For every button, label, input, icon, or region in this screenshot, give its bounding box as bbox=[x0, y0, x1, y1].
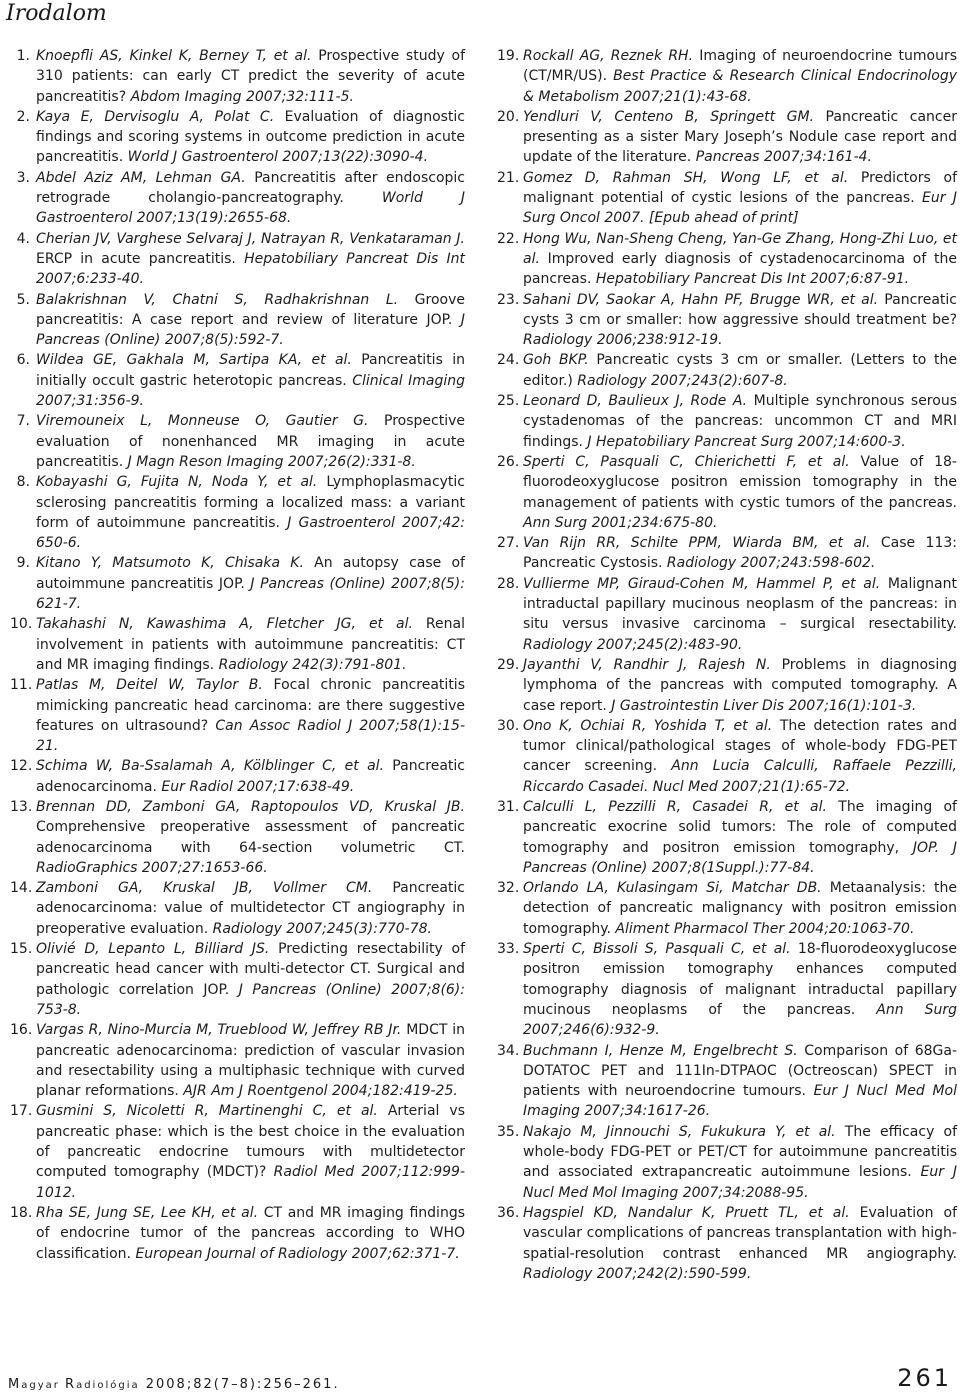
reference-number: 2. bbox=[16, 108, 30, 125]
journal-rest-2: adiológia bbox=[76, 1380, 140, 1391]
reference-authors: Brennan DD, Zamboni GA, Raptopoulos VD, Kruskal JB. bbox=[36, 798, 465, 815]
reference-authors: Jayanthi V, Randhir J, Rajesh N. bbox=[523, 656, 771, 673]
reference-text bbox=[30, 878, 465, 939]
reference-title: Pancreatitis in initially occult gastric heterotopic pancreas. bbox=[36, 352, 465, 389]
reference-number: 29. bbox=[497, 656, 520, 673]
reference-title: Comprehensive preoperative assessment of pancreatic adenocarcinoma with 64-section volumetric CT. bbox=[36, 819, 465, 856]
reference-title: Renal involvement in patients with autoimmune pancreatitis: CT and MR imaging findings. bbox=[36, 616, 465, 673]
reference-item bbox=[10, 168, 465, 229]
reference-text bbox=[30, 350, 465, 411]
reference-number: 32. bbox=[497, 880, 520, 897]
reference-title: Prospective study of 310 patients: can early CT predict the severity of acute pancreatitis? bbox=[36, 48, 465, 105]
reference-number: 34. bbox=[497, 1042, 520, 1059]
reference-source: Radiology 242(3):791-801. bbox=[214, 656, 407, 673]
reference-source: Radiology 2007;243(2):607-8. bbox=[572, 372, 788, 389]
reference-authors: Goh BKP. bbox=[523, 352, 589, 369]
journal-footer bbox=[8, 1377, 340, 1392]
reference-title: Evaluation of diagnostic findings and scoring systems in outcome prediction in acute pancreatitis. bbox=[36, 108, 465, 166]
reference-number: 7. bbox=[16, 413, 30, 430]
reference-item bbox=[497, 716, 957, 797]
reference-source: World J Gastroenterol 2007;13(19):2655-68. bbox=[36, 190, 465, 227]
reference-authors: Orlando LA, Kulasingam Si, Matchar DB. bbox=[523, 880, 822, 897]
reference-source: Ann Surg 2007;246(6):932-9. bbox=[523, 1001, 957, 1039]
reference-source: JOP. J Pancreas (Online) 2007;8(1Suppl.):77-84. bbox=[523, 839, 957, 876]
reference-number: 17. bbox=[10, 1103, 33, 1120]
reference-source: Hepatobiliary Pancreat Dis Int 2007;6:87-91. bbox=[591, 271, 910, 288]
reference-authors: Kitano Y, Matsumoto K, Chisaka K. bbox=[36, 555, 304, 572]
reference-text bbox=[517, 716, 957, 797]
references-right-column bbox=[497, 46, 957, 1284]
reference-source: J Gastroenterol 2007;42: 650-6. bbox=[36, 514, 465, 552]
reference-title: Value of 18-fluorodeoxyglucose positron emission tomography in the management of patients with cystic tumors of the pancreas. bbox=[523, 453, 957, 511]
reference-title: Pancreatic cysts 3 cm or smaller. (Letters to the editor.) bbox=[523, 352, 957, 389]
reference-source: J Gastrointestin Liver Dis 2007;16(1):101-3. bbox=[606, 697, 917, 714]
reference-text bbox=[30, 1203, 465, 1264]
page-number: 261 bbox=[897, 1364, 952, 1392]
reference-item bbox=[10, 939, 465, 1020]
reference-title: Improved early diagnosis of cystadenocarcinoma of the pancreas. bbox=[523, 250, 957, 288]
reference-item bbox=[10, 756, 465, 797]
reference-item bbox=[10, 229, 465, 290]
reference-number: 28. bbox=[497, 575, 520, 592]
reference-text bbox=[30, 553, 465, 614]
reference-source: AJR Am J Roentgenol 2004;182:419-25. bbox=[178, 1083, 458, 1100]
reference-title: Malignant intraductal papillary mucinous neoplasm of the pancreas: in situ versus invasive carcinoma – surgical resectability. bbox=[523, 575, 957, 633]
reference-title: Evaluation of vascular complications of pancreas transplantation with high-spatial-resolution contrast enhanced MR angiography. bbox=[523, 1204, 957, 1262]
reference-item bbox=[10, 107, 465, 168]
reference-number: 5. bbox=[16, 291, 30, 308]
reference-text bbox=[517, 107, 957, 168]
reference-item bbox=[10, 1203, 465, 1264]
reference-source: Eur J Surg Oncol 2007. [Epub ahead of print] bbox=[523, 190, 957, 227]
reference-authors: Vargas R, Nino-Murcia M, Trueblood W, Jeffrey RB Jr. bbox=[36, 1022, 402, 1039]
reference-item bbox=[497, 229, 957, 290]
reference-authors: Vullierme MP, Giraud-Cohen M, Hammel P, et al. bbox=[523, 575, 881, 592]
reference-text bbox=[30, 1101, 465, 1202]
reference-text bbox=[30, 756, 465, 797]
reference-text bbox=[517, 1122, 957, 1203]
reference-source: Can Assoc Radiol J 2007;58(1):15-21. bbox=[36, 717, 466, 755]
reference-title: Pancreatic cancer presenting as a sister Mary Joseph’s Nodule case report and update of the literature. bbox=[523, 108, 958, 166]
reference-authors: Kobayashi G, Fujita N, Noda Y, et al. bbox=[36, 474, 318, 491]
reference-title: Predicting resectability of pancreatic head cancer with multi-detector CT. Surgical and pathologic correlation JOP. bbox=[36, 941, 465, 998]
reference-item bbox=[497, 797, 957, 878]
reference-source: European Journal of Radiology 2007;62:371-7. bbox=[131, 1245, 460, 1262]
reference-authors: Zamboni GA, Kruskal JB, Vollmer CM. bbox=[36, 880, 373, 897]
reference-authors: Kaya E, Dervisoglu A, Polat C. bbox=[36, 108, 275, 125]
reference-authors: Van Rijn RR, Schilte PPM, Wiarda BM, et al. bbox=[523, 535, 871, 552]
reference-source: J Hepatobiliary Pancreat Surg 2007;14:600-3. bbox=[582, 433, 906, 450]
reference-source: Eur J Nucl Med Mol Imaging 2007;34:1617-26. bbox=[523, 1083, 957, 1120]
reference-item bbox=[10, 472, 465, 553]
journal-rest-1: agyar bbox=[21, 1380, 66, 1391]
reference-number: 24. bbox=[497, 352, 520, 369]
reference-title: Imaging of neuroendocrine tumours (CT/MR/US). bbox=[523, 48, 958, 85]
reference-text bbox=[517, 533, 957, 574]
reference-authors: Sperti C, Pasquali C, Chierichetti F, et al. bbox=[523, 453, 850, 470]
reference-item bbox=[497, 391, 957, 452]
reference-item bbox=[497, 655, 957, 716]
reference-text bbox=[517, 655, 957, 716]
reference-authors: Patlas M, Deitel W, Taylor B. bbox=[36, 677, 263, 694]
reference-item bbox=[497, 452, 957, 533]
reference-source: Eur Radiol 2007;17:638-49. bbox=[156, 778, 355, 795]
reference-item bbox=[497, 46, 957, 107]
reference-text bbox=[517, 1041, 957, 1122]
reference-title: Multiple synchronous serous cystadenomas of the pancreas: uncommon CT and MRI findings. bbox=[523, 393, 957, 450]
reference-authors: Abdel Aziz AM, Lehman GA. bbox=[36, 169, 246, 186]
page-title: Irodalom bbox=[6, 1, 107, 26]
reference-title: Pancreatic cysts 3 cm or smaller: how aggressive should treatment be? bbox=[523, 291, 957, 328]
reference-number: 20. bbox=[497, 108, 520, 125]
reference-item bbox=[10, 290, 465, 351]
reference-title: The efficacy of whole-body FDG-PET or PET/CT for autoimmune pancreatitis and associated extrapancreatic autoimmune lesions. bbox=[523, 1123, 958, 1181]
reference-authors: Calculli L, Pezzilli R, Casadei R, et al. bbox=[523, 798, 827, 815]
reference-number: 10. bbox=[10, 616, 33, 633]
reference-authors: Knoepfli AS, Kinkel K, Berney T, et al. bbox=[36, 48, 312, 64]
reference-number: 31. bbox=[497, 798, 520, 815]
reference-number: 22. bbox=[497, 230, 520, 247]
reference-text bbox=[517, 878, 957, 939]
reference-authors: Olivié D, Lepanto L, Billiard JS. bbox=[36, 941, 270, 958]
reference-item bbox=[497, 1203, 957, 1284]
reference-number: 14. bbox=[10, 880, 33, 897]
reference-text bbox=[30, 614, 465, 675]
reference-number: 25. bbox=[497, 393, 520, 410]
journal-citation: 2008;82(7–8):256–261. bbox=[139, 1377, 340, 1392]
reference-title: Lymphoplasmacytic sclerosing pancreatitis forming a localized mass: a variant form of autoimmune pancreatitis. bbox=[36, 474, 466, 531]
reference-source: Best Practice & Research Clinical Endocrinology & Metabolism 2007;21(1):43-68. bbox=[523, 68, 957, 105]
reference-authors: Gomez D, Rahman SH, Wong LF, et al. bbox=[523, 169, 849, 186]
reference-number: 26. bbox=[497, 453, 520, 470]
reference-item bbox=[10, 350, 465, 411]
reference-text bbox=[30, 472, 465, 553]
reference-item bbox=[497, 574, 957, 655]
reference-item bbox=[10, 614, 465, 675]
reference-number: 23. bbox=[497, 291, 520, 308]
reference-authors: Wildea GE, Gakhala M, Sartipa KA, et al. bbox=[36, 352, 352, 369]
reference-number: 15. bbox=[10, 941, 33, 958]
reference-source: Eur J Nucl Med Mol Imaging 2007;34:2088-95. bbox=[523, 1164, 957, 1201]
reference-number: 8. bbox=[16, 474, 30, 491]
reference-source: J Pancreas (Online) 2007;8(5): 621-7. bbox=[36, 575, 465, 613]
reference-title: The imaging of pancreatic exocrine solid tumors: The role of computed tomography and positron emission tomography, bbox=[523, 798, 957, 856]
reference-number: 9. bbox=[16, 555, 30, 572]
reference-number: 1. bbox=[16, 48, 30, 64]
reference-source: Hepatobiliary Pancreat Dis Int 2007;6:233-40. bbox=[36, 250, 466, 288]
reference-source: Abdom Imaging 2007;32:111-5. bbox=[126, 88, 354, 105]
reference-text bbox=[517, 229, 957, 290]
reference-title: Predictors of malignant potential of cystic lesions of the pancreas. bbox=[523, 169, 957, 207]
reference-source: Radiology 2007;242(2):590-599. bbox=[523, 1265, 752, 1282]
reference-authors: Rockall AG, Reznek RH. bbox=[523, 48, 694, 64]
reference-number: 13. bbox=[10, 798, 33, 815]
reference-text bbox=[517, 391, 957, 452]
reference-source: Ann Surg 2001;234:675-80. bbox=[523, 514, 718, 531]
reference-text bbox=[517, 797, 957, 878]
reference-text bbox=[30, 1020, 465, 1101]
reference-item bbox=[497, 939, 957, 1040]
reference-item bbox=[10, 675, 465, 756]
reference-title: 18-fluorodeoxyglucose positron emission tomography enhances computed tomography diagnosis of malignant intraductal papillary mucinous neoplasms of the pancreas. bbox=[523, 941, 957, 1018]
reference-title: Focal chronic pancreatitis mimicking pancreatic head carcinoma: are there suggestive features on ultrasound? bbox=[36, 677, 465, 734]
reference-title: Metaanalysis: the detection of pancreatic malignancy with positron emission tomography. bbox=[523, 880, 957, 937]
reference-item bbox=[10, 46, 465, 107]
reference-item bbox=[497, 168, 957, 229]
reference-item bbox=[10, 878, 465, 939]
reference-text bbox=[517, 574, 957, 655]
reference-authors: Gusmini S, Nicoletti R, Martinenghi C, et al. bbox=[36, 1103, 378, 1120]
reference-text bbox=[30, 168, 465, 229]
reference-source: Aliment Pharmacol Ther 2004;20:1063-70. bbox=[610, 920, 915, 937]
reference-title: The detection rates and tumor clinical/pathological stages of whole-body FDG-PET cancer screening. bbox=[523, 717, 957, 775]
reference-authors: Sahani DV, Saokar A, Hahn PF, Brugge WR, et al. bbox=[523, 291, 879, 308]
reference-source: J Pancreas (Online) 2007;8(6): 753-8. bbox=[36, 981, 465, 1018]
reference-item bbox=[497, 1041, 957, 1122]
reference-title: Problems in diagnosing lymphoma of the pancreas with computed tomography. A case report. bbox=[523, 656, 957, 714]
reference-authors: Buchmann I, Henze M, Engelbrecht S. bbox=[523, 1042, 798, 1059]
reference-title: Case 113: Pancreatic Cystosis. bbox=[523, 535, 957, 572]
reference-number: 33. bbox=[497, 941, 520, 958]
reference-authors: Ono K, Ochiai R, Yoshida T, et al. bbox=[523, 717, 773, 734]
reference-title: Pancreatic adenocarcinoma. bbox=[36, 758, 465, 795]
reference-number: 6. bbox=[16, 352, 30, 369]
reference-item bbox=[497, 107, 957, 168]
reference-number: 27. bbox=[497, 535, 520, 552]
reference-title: Pancreatic adenocarcinoma: value of multidetector CT angiography in preoperative evaluation. bbox=[36, 880, 466, 937]
reference-authors: Hagspiel KD, Nandalur K, Pruett TL, et al. bbox=[523, 1204, 850, 1221]
reference-text bbox=[517, 452, 957, 533]
reference-text bbox=[517, 168, 957, 229]
reference-authors: Takahashi N, Kawashima A, Fletcher JG, et al. bbox=[36, 616, 413, 633]
reference-text bbox=[517, 1203, 957, 1284]
reference-number: 36. bbox=[497, 1204, 520, 1221]
reference-text bbox=[30, 797, 465, 878]
reference-text bbox=[30, 290, 465, 351]
reference-source: Radiol Med 2007;112:999-1012. bbox=[36, 1164, 465, 1201]
reference-source: Radiology 2007;243:598-602. bbox=[662, 555, 876, 572]
reference-title: An autopsy case of autoimmune pancreatitis JOP. bbox=[36, 555, 465, 592]
reference-text bbox=[517, 46, 957, 107]
reference-item bbox=[497, 1122, 957, 1203]
journal-initial-1: M bbox=[8, 1377, 22, 1392]
reference-text bbox=[30, 107, 465, 168]
reference-title: Groove pancreatitis: A case report and review of literature JOP. bbox=[36, 291, 466, 328]
reference-text bbox=[30, 675, 465, 756]
reference-title: ERCP in acute pancreatitis. bbox=[36, 250, 236, 267]
reference-item bbox=[497, 290, 957, 351]
reference-authors: Viremouneix L, Monneuse O, Gautier G. bbox=[36, 413, 369, 430]
reference-source: J Pancreas (Online) 2007;8(5):592-7. bbox=[36, 311, 465, 349]
reference-item bbox=[10, 1101, 465, 1202]
reference-number: 11. bbox=[10, 677, 33, 694]
reference-number: 21. bbox=[497, 169, 520, 186]
reference-number: 3. bbox=[16, 169, 30, 186]
reference-text bbox=[30, 229, 465, 290]
references-left-column bbox=[10, 46, 465, 1264]
reference-number: 18. bbox=[10, 1204, 33, 1221]
reference-source: Radiology 2007;245(3):770-78. bbox=[208, 920, 433, 937]
reference-number: 12. bbox=[10, 758, 33, 775]
reference-source: J Magn Reson Imaging 2007;26(2):331-8. bbox=[123, 453, 416, 470]
reference-item bbox=[10, 553, 465, 614]
reference-source: Clinical Imaging 2007;31:356-9. bbox=[36, 372, 465, 410]
journal-initial-2: R bbox=[65, 1377, 77, 1392]
reference-number: 16. bbox=[10, 1022, 33, 1039]
reference-item bbox=[10, 411, 465, 472]
reference-authors: Balakrishnan V, Chatni S, Radhakrishnan L. bbox=[36, 291, 399, 308]
reference-title: Prospective evaluation of nonenhanced MR imaging in acute pancreatitis. bbox=[36, 413, 466, 470]
reference-source: Radiology 2007;245(2):483-90. bbox=[523, 636, 743, 653]
reference-authors: Leonard D, Baulieux J, Rode A. bbox=[523, 393, 748, 410]
reference-number: 30. bbox=[497, 717, 520, 734]
reference-authors: Schima W, Ba-Ssalamah A, Kölblinger C, et al. bbox=[36, 758, 384, 775]
reference-title: Pancreatitis after endoscopic retrograde cholangio-pancreatography. bbox=[36, 169, 465, 207]
reference-text bbox=[30, 411, 465, 472]
reference-authors: Rha SE, Jung SE, Lee KH, et al. bbox=[36, 1204, 259, 1221]
reference-source: World J Gastroenterol 2007;13(22):3090-4. bbox=[123, 149, 429, 166]
reference-item bbox=[497, 350, 957, 391]
reference-source: RadioGraphics 2007;27:1653-66. bbox=[36, 859, 268, 876]
reference-title: Arterial vs pancreatic phase: which is the best choice in the evaluation of pancreatic endocrine tumours with multidetector computed tomography (MDCT)? bbox=[36, 1103, 465, 1181]
reference-source: Ann Lucia Calculli, Raffaele Pezzilli, Riccardo Casadei. Nucl Med 2007;21(1):65-72. bbox=[523, 758, 958, 795]
reference-source: Pancreas 2007;34:161-4. bbox=[691, 149, 872, 166]
reference-source: Radiology 2006;238:912-19. bbox=[523, 332, 723, 349]
reference-number: 4. bbox=[16, 230, 30, 247]
reference-text bbox=[517, 939, 957, 1040]
reference-item bbox=[10, 797, 465, 878]
reference-authors: Nakajo M, Jinnouchi S, Fukukura Y, et al. bbox=[523, 1123, 836, 1140]
reference-item bbox=[10, 1020, 465, 1101]
reference-title: MDCT in pancreatic adenocarcinoma: prediction of vascular invasion and resectability using a multiphasic technique with curved planar reformations. bbox=[36, 1022, 465, 1100]
reference-number: 19. bbox=[497, 48, 520, 64]
reference-text bbox=[30, 46, 465, 107]
reference-authors: Hong Wu, Nan-Sheng Cheng, Yan-Ge Zhang, Hong-Zhi Luo, et al. bbox=[523, 230, 957, 267]
reference-text bbox=[517, 350, 957, 391]
reference-authors: Yendluri V, Centeno B, Springett GM. bbox=[523, 108, 814, 125]
reference-number: 35. bbox=[497, 1123, 520, 1140]
reference-text bbox=[517, 290, 957, 351]
reference-item bbox=[497, 878, 957, 939]
reference-authors: Sperti C, Bissoli S, Pasquali C, et al. bbox=[523, 941, 791, 958]
reference-title: CT and MR imaging findings of endocrine tumor of the pancreas according to WHO classification. bbox=[36, 1204, 465, 1262]
reference-title: Comparison of 68Ga-DOTATOC PET and 111In-DTPAOC (Octreoscan) SPECT in patients with neuroendocrine tumours. bbox=[523, 1042, 957, 1100]
reference-text bbox=[30, 939, 465, 1020]
reference-authors: Cherian JV, Varghese Selvaraj J, Natrayan R, Venkataraman J. bbox=[36, 230, 465, 247]
reference-item bbox=[497, 533, 957, 574]
